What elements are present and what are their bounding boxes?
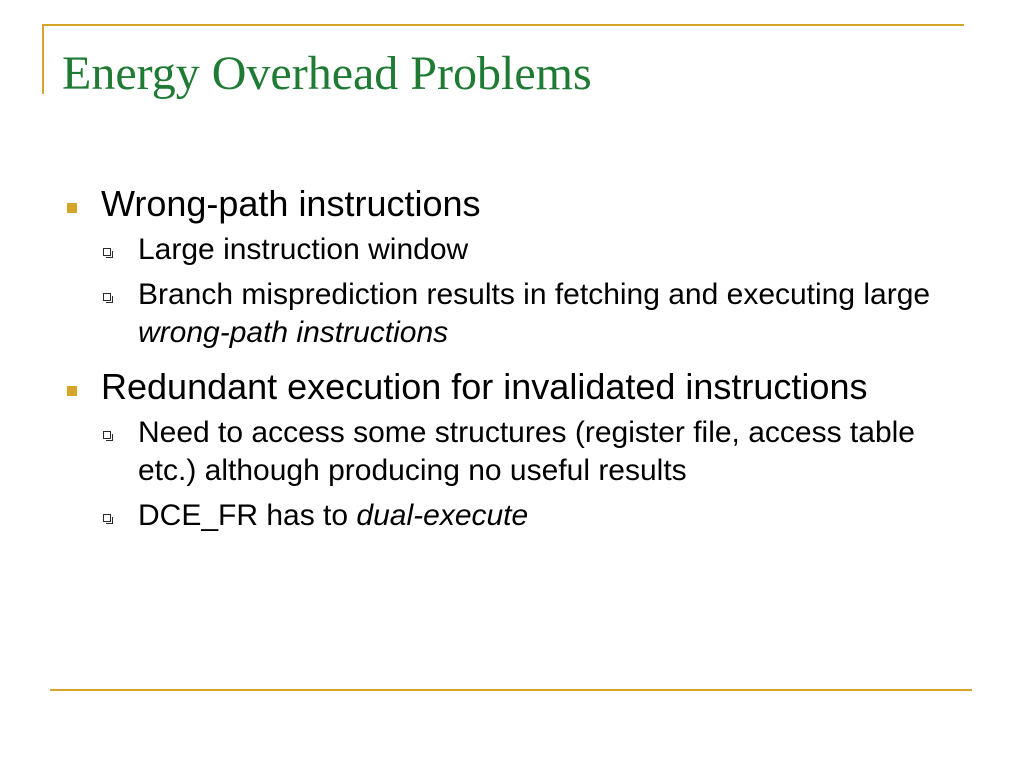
bullet-wrong-path <box>62 183 962 225</box>
slide-title: Energy Overhead Problems <box>62 47 592 100</box>
sub-bullet-dual-execute <box>62 497 962 535</box>
hollow-square-bullet-icon <box>103 514 111 522</box>
frame-top-rule <box>42 24 964 26</box>
sub-bullet-emphasis: dual-execute <box>356 499 529 532</box>
hollow-square-bullet-icon <box>103 248 111 256</box>
bullet-text: Wrong-path instructions <box>101 183 481 224</box>
frame-left-rule <box>42 24 44 94</box>
sub-bullet-text: Branch misprediction results in fetching and executing large <box>138 278 931 311</box>
sub-bullet-emphasis: wrong-path instructions <box>138 316 449 349</box>
square-bullet-icon <box>67 386 77 396</box>
square-bullet-icon <box>67 203 77 213</box>
slide-content <box>62 183 962 542</box>
hollow-square-bullet-icon <box>103 293 111 301</box>
sub-bullet-text: Need to access some structures (register file, access table etc.) although producing no useful results <box>138 416 915 487</box>
bullet-text: Redundant execution for invalidated instructions <box>101 366 868 407</box>
bullet-redundant-execution <box>62 366 962 408</box>
sub-bullet-access-structures <box>62 414 962 490</box>
frame-bottom-rule <box>50 689 972 691</box>
sub-bullet-branch-misprediction <box>62 276 962 352</box>
sub-bullet-text: DCE_FR has to <box>138 499 357 532</box>
hollow-square-bullet-icon <box>103 431 111 439</box>
sub-bullet-instruction-window <box>62 231 962 269</box>
sub-bullet-text: Large instruction window <box>138 233 469 266</box>
